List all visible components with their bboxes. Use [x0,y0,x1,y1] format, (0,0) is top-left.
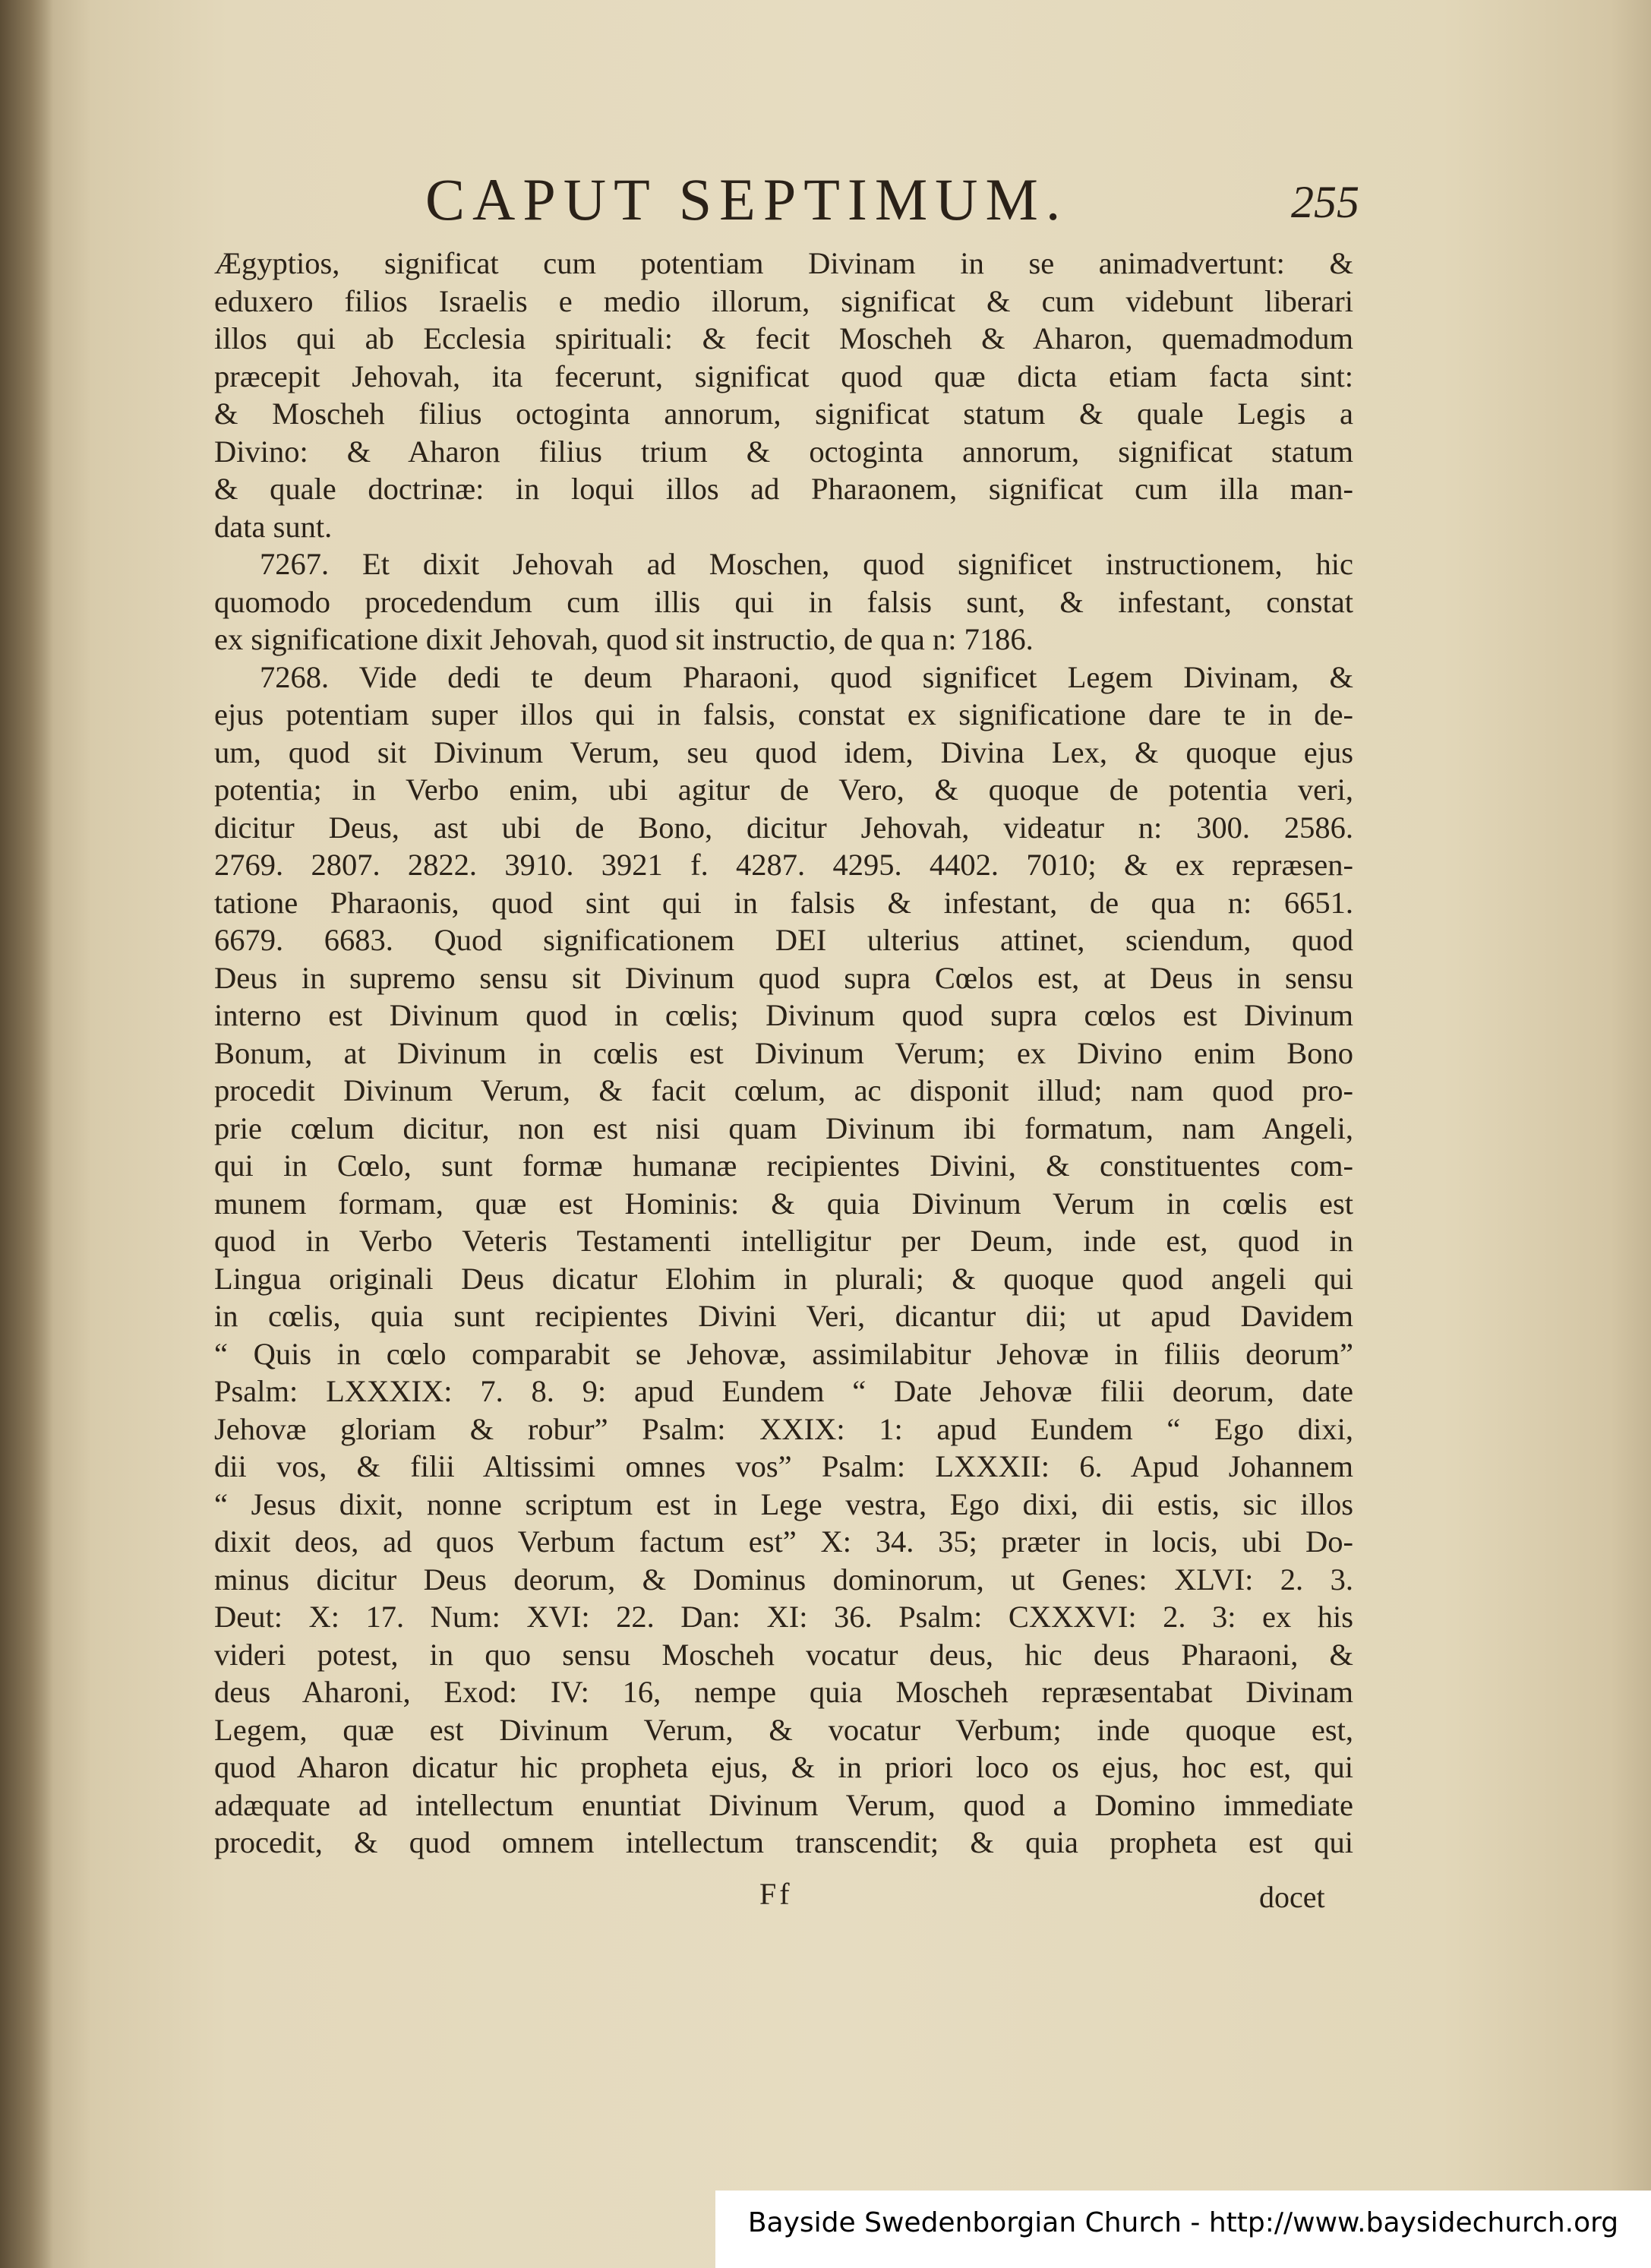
watermark-banner [715,2191,1651,2268]
text-line: qui in Cœlo, sunt formæ humanæ recipientes Divini, & constituentes com- [214,1148,1353,1183]
text-line: “ Jesus dixit, nonne scriptum est in Lege vestra, Ego dixi, dii estis, sic illos [214,1486,1353,1521]
text-line: Lingua originali Deus dicatur Elohim in plurali; & quoque quod angeli qui [214,1261,1353,1296]
text-line: minus dicitur Deus deorum, & Dominus dominorum, ut Genes: XLVI: 2. 3. [214,1562,1353,1597]
text-line: in cœlis, quia sunt recipientes Divini Veri, dicantur dii; ut apud Davidem [214,1299,1353,1333]
text-line: ex significatione dixit Jehovah, quod sit instructio, de qua n: 7186. [214,622,1034,656]
text-line: ejus potentiam super illos qui in falsis, constat ex significatione dare te in de- [214,697,1353,731]
text-line: procedit Divinum Verum, & facit cœlum, ac disponit illud; nam quod pro- [214,1073,1353,1107]
book-spine-shadow [0,0,53,2268]
text-line: procedit, & quod omnem intellectum transcendit; & quia propheta est qui [214,1825,1353,1859]
text-line: Psalm: LXXXIX: 7. 8. 9: apud Eundem “ Date Jehovæ filii deorum, date [214,1374,1353,1408]
text-line: dixit deos, ad quos Verbum factum est” X: 34. 35; præter in locis, ubi Do- [214,1524,1353,1559]
paragraph-7268-start: 7268. Vide dedi te deum Pharaoni, quod significet Legem Divinam, & [260,659,1353,694]
text-line: interno est Divinum quod in cœlis; Divinum quod supra cœlos est Divinum [214,998,1353,1032]
text-line: prie cœlum dicitur, non est nisi quam Divinum ibi formatum, nam Angeli, [214,1110,1353,1145]
text-line: potentia; in Verbo enim, ubi agitur de Vero, & quoque de potentia veri, [214,772,1353,807]
text-line: adæquate ad intellectum enuntiat Divinum Verum, quod a Domino immediate [214,1787,1353,1822]
running-header [425,166,1397,249]
text-line: data sunt. [214,509,333,544]
signature-mark: Ff [759,1877,793,1911]
text-line: illos qui ab Ecclesia spirituali: & fecit Moscheh & Aharon, quemadmodum [214,321,1353,355]
text-line: 6679. 6683. Quod significationem DEI ulterius attinet, sciendum, quod [214,923,1353,957]
watermark-text: Bayside Swedenborgian Church - http://www.baysidechurch.org [747,2207,1619,2238]
text-line: videri potest, in quo sensu Moscheh vocatur deus, hic deus Pharaoni, & [214,1637,1353,1672]
text-line: munem formam, quæ est Hominis: & quia Divinum Verum in cœlis est [214,1186,1353,1221]
paragraph-7267-start: 7267. Et dixit Jehovah ad Moschen, quod significet instructionem, hic [260,547,1353,581]
text-line: præcepit Jehovah, ita fecerunt, significat quod quæ dicta etiam facta sint: [214,359,1353,393]
text-line: quod in Verbo Veteris Testamenti intelligitur per Deum, inde est, quod in [214,1224,1353,1258]
text-line: quod Aharon dicatur hic propheta ejus, & in priori loco os ejus, hoc est, qui [214,1750,1353,1784]
chapter-title: CAPUT SEPTIMUM. [425,166,1069,232]
text-line: dicitur Deus, ast ubi de Bono, dicitur Jehovah, videatur n: 300. 2586. [214,810,1353,845]
text-line: 2769. 2807. 2822. 3910. 3921 f. 4287. 4295. 4402. 7010; & ex repræsen- [214,848,1353,882]
text-line: & Moscheh filius octoginta annorum, significat statum & quale Legis a [214,396,1353,431]
text-line: quomodo procedendum cum illis qui in falsis sunt, & infestant, constat [214,584,1353,619]
page-number: 255 [1291,177,1359,227]
text-line: Ægyptios, significat cum potentiam Divinam in se animadvertunt: & [214,246,1353,280]
text-line: deus Aharoni, Exod: IV: 16, nempe quia Moscheh repræsentabat Divinam [214,1675,1353,1709]
text-line: Legem, quæ est Divinum Verum, & vocatur Verbum; inde quoque est, [214,1712,1353,1747]
text-line: eduxero filios Israelis e medio illorum, significat & cum videbunt liberari [214,283,1353,318]
text-line: “ Quis in cœlo comparabit se Jehovæ, assimilabitur Jehovæ in filiis deorum” [214,1336,1353,1371]
body-text [214,245,1353,1862]
text-line: Deus in supremo sensu sit Divinum quod supra Cœlos est, at Deus in sensu [214,960,1353,995]
text-line: Divino: & Aharon filius trium & octoginta annorum, significat statum [214,434,1353,469]
text-line: tatione Pharaonis, quod sint qui in falsis & infestant, de qua n: 6651. [214,885,1353,920]
text-line: & quale doctrinæ: in loqui illos ad Pharaonem, significat cum illa man- [214,472,1353,506]
text-line: Bonum, at Divinum in cœlis est Divinum Verum; ex Divino enim Bono [214,1035,1353,1070]
text-line: um, quod sit Divinum Verum, seu quod idem, Divina Lex, & quoque ejus [214,734,1353,769]
text-line: Deut: X: 17. Num: XVI: 22. Dan: XI: 36. Psalm: CXXXVI: 2. 3: ex his [214,1600,1353,1634]
text-line: dii vos, & filii Altissimi omnes vos” Psalm: LXXXII: 6. Apud Johannem [214,1449,1353,1483]
catchword: docet [1259,1880,1325,1914]
text-line: Jehovæ gloriam & robur” Psalm: XXIX: 1: apud Eundem “ Ego dixi, [214,1411,1353,1446]
